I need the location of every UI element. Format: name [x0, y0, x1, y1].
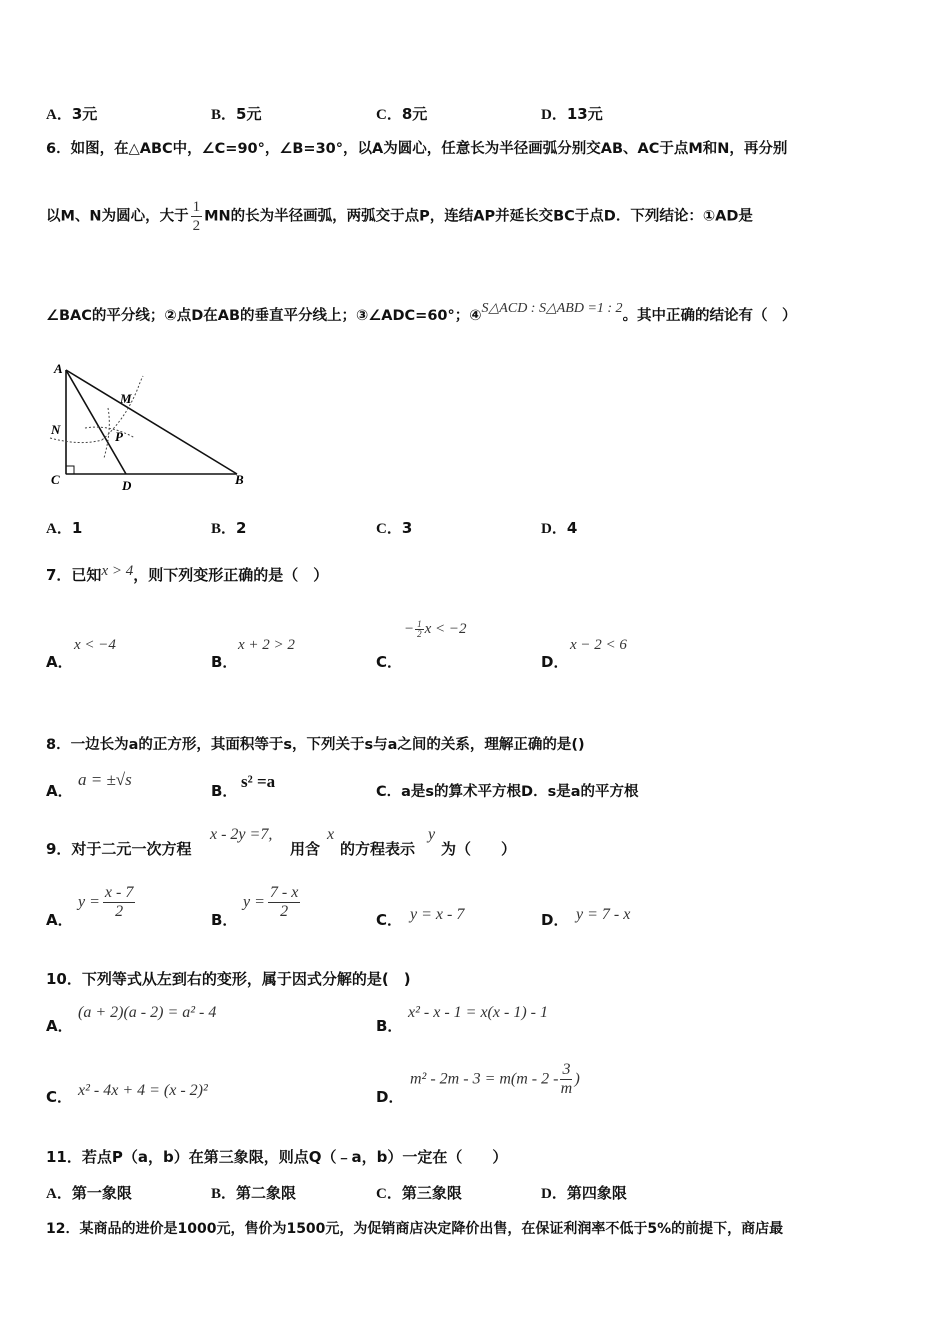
arc-p1 — [85, 427, 135, 438]
q9-stem-pre: 9．对于二元一次方程 — [46, 840, 192, 858]
label-c: C — [51, 472, 60, 487]
q7-option-b-math: x + 2 > 2 — [238, 637, 295, 653]
q6-triangle-figure — [40, 358, 255, 498]
q6-option-c: C．3 — [376, 519, 413, 537]
right-angle-mark — [66, 466, 74, 474]
q10-stem: 10．下列等式从左到右的变形，属于因式分解的是( ) — [46, 970, 411, 988]
q6-area-ratio: S△ACD : S△ABD =1 : 2 — [481, 301, 623, 316]
q9-var-x: x — [327, 826, 335, 843]
q6-option-a: A．1 — [46, 519, 83, 537]
q10-option-b-label: B． — [376, 1017, 403, 1035]
q5-option-d: D．13元 — [541, 105, 603, 123]
q5-option-a: A．3元 — [46, 105, 98, 123]
q9-option-d-math: y = 7 - x — [576, 906, 631, 923]
q6-stem-line2: 以M、N为圆心，大于 $\frac{1}{2}$ MN的长为半径画弧，两弧交于点P，连结AP并延长交BC于点D．下列结论：①AD是 — [46, 199, 753, 234]
q7-stem: 7．已知x > 4，则下列变形正确的是（ ） — [46, 563, 329, 584]
q7-option-d-label: D． — [541, 653, 569, 671]
q9-stem-post: 为（ ） — [441, 840, 517, 858]
q7-option-c-math: − $\frac{1}{2}$ x < −2 — [404, 619, 467, 639]
q11-option-c: C．第三象限 — [376, 1184, 462, 1202]
q9-option-b-label: B． — [211, 911, 238, 929]
q8-stem: 8．一边长为a的正方形，其面积等于s，下列关于s与a之间的关系，理解正确的是() — [46, 737, 585, 753]
q9-stem-mid1: 用含 — [290, 840, 321, 858]
q7-condition: x > 4 — [101, 563, 134, 579]
q6-option-d: D．4 — [541, 519, 578, 537]
q10-option-a-label: A． — [46, 1017, 73, 1035]
label-n: N — [51, 422, 61, 437]
label-m: M — [120, 391, 132, 406]
q9-stem-mid2: 的方程表示 — [340, 840, 416, 858]
q11-option-a: A．第一象限 — [46, 1184, 132, 1202]
arc-n — [50, 438, 102, 443]
q6-half-fraction: $\frac{1}{2}$ — [192, 199, 201, 234]
q9-option-b-math: y = $\frac{7 - x}{2}$ — [243, 884, 299, 920]
q10-option-d-math: m² - 2m - 3 = m(m - 2 - $\frac{3}{m}$ ) — [410, 1061, 580, 1097]
q6-option-b: B．2 — [211, 519, 247, 537]
q7-option-b-label: B． — [211, 653, 238, 671]
arc-p2 — [104, 408, 109, 458]
q10-option-c-label: C． — [46, 1088, 73, 1106]
q10-option-b-math: x² - x - 1 = x(x - 1) - 1 — [408, 1004, 548, 1021]
q8-option-b-math: s² =a — [241, 772, 276, 791]
q11-option-b: B．第二象限 — [211, 1184, 297, 1202]
segment-ad — [66, 370, 126, 474]
q9-var-y: y — [428, 826, 436, 843]
q10-option-a-math: (a + 2)(a - 2) = a² - 4 — [78, 1004, 217, 1021]
q7-option-c-label: C． — [376, 653, 403, 671]
q7-option-d-math: x − 2 < 6 — [570, 637, 627, 653]
q9-option-c-label: C． — [376, 911, 403, 929]
q11-stem: 11．若点P（a，b）在第三象限，则点Q（﹣a，b）一定在（ ） — [46, 1148, 508, 1166]
q9-option-a-label: A． — [46, 911, 73, 929]
label-a: A — [54, 361, 63, 376]
q6-stem-line1: 6．如图，在△ABC中，∠C=90°，∠B=30°，以A为圆心，任意长为半径画弧分别交AB、AC于点M和N，再分别 — [46, 141, 788, 157]
q9-option-d-label: D． — [541, 911, 569, 929]
q9-option-c-math: y = x - 7 — [410, 906, 465, 923]
q8-option-a-math: a = ±√s — [78, 770, 132, 789]
label-b: B — [235, 472, 244, 487]
q7-option-a-math: x < −4 — [74, 637, 116, 653]
q5-option-b: B．5元 — [211, 105, 262, 123]
q11-option-d: D．第四象限 — [541, 1184, 627, 1202]
label-d: D — [122, 478, 132, 493]
q10-option-c-math: x² - 4x + 4 = (x - 2)² — [78, 1082, 208, 1099]
q7-option-a-label: A． — [46, 653, 73, 671]
q9-equation: x - 2y =7, — [210, 826, 273, 843]
q8-options-c-d: C．a是s的算术平方根D．s是a的平方根 — [376, 784, 639, 800]
q12-stem: 12．某商品的进价是1000元，售价为1500元，为促销商店决定降价出售，在保证利润率不低于5%的前提下，商店最 — [46, 1221, 784, 1237]
q10-option-d-label: D． — [376, 1088, 404, 1106]
side-ab — [66, 370, 237, 474]
q6-stem-line3: ∠BAC的平分线；②点D在AB的垂直平分线上；③∠ADC=60°；④S△ACD : S△ABD =1 : 2。其中正确的结论有（ ） — [46, 301, 797, 324]
label-p: P — [115, 429, 123, 444]
q5-option-c: C．8元 — [376, 105, 428, 123]
q8-option-a-label: A． — [46, 782, 73, 800]
q8-option-b-label: B． — [211, 782, 238, 800]
q9-option-a-math: y = $\frac{x - 7}{2}$ — [78, 884, 134, 920]
